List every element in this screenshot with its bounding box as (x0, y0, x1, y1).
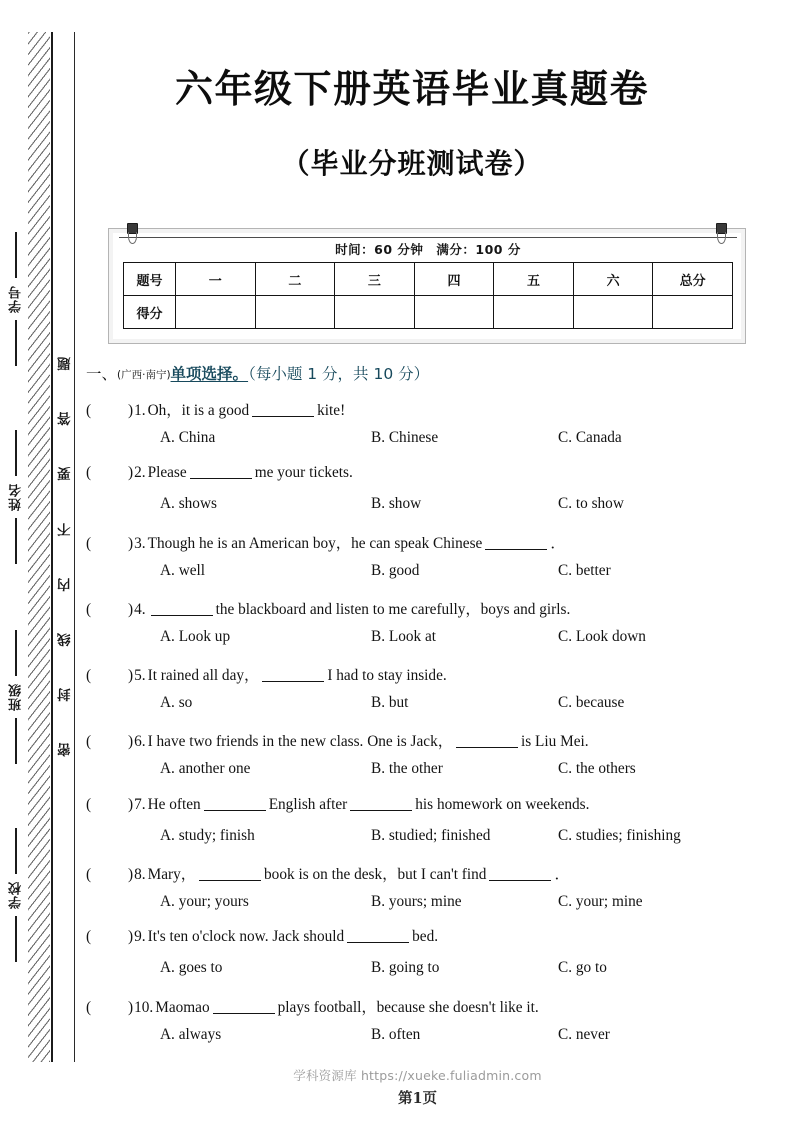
section-points: （每小题 1 分，共 10 分） (248, 365, 430, 383)
option-c[interactable]: C. because (558, 694, 625, 712)
answer-bracket-open[interactable]: ( (86, 667, 92, 685)
field-rule (15, 320, 16, 366)
option-c[interactable]: C. to show (558, 495, 624, 513)
option-row (86, 694, 793, 718)
exam-meta-info: 时间：60 分钟 满分：100 分 (335, 242, 521, 257)
option-b[interactable]: B. often (371, 1025, 421, 1043)
seal-char: 密 (57, 740, 71, 757)
stem-text-after: me your tickets. (254, 464, 353, 482)
option-row (86, 562, 793, 586)
score-box-topline (119, 237, 737, 238)
answer-blank[interactable] (485, 549, 547, 550)
question-number: 3. (134, 534, 146, 552)
seal-char: 不 (57, 520, 71, 537)
score-row-header: 得分 (124, 296, 176, 329)
student-field-class[interactable] (2, 630, 30, 764)
option-b[interactable]: B. Chinese (371, 429, 439, 446)
stem-text-before: Maomao (155, 998, 210, 1016)
sealing-line-sidebar (0, 0, 80, 1121)
score-col-header: 三 (335, 263, 415, 296)
option-a[interactable]: A. well (160, 561, 206, 579)
option-c[interactable]: C. Look down (558, 627, 646, 645)
option-c[interactable]: C. never (558, 1025, 610, 1043)
score-col-header: 六 (573, 263, 653, 296)
field-rule (15, 518, 16, 564)
table-row (124, 296, 733, 329)
question-stem (86, 995, 539, 1017)
field-rule (15, 828, 16, 874)
option-a[interactable]: A. goes to (160, 959, 223, 977)
option-b[interactable]: B. show (371, 495, 422, 513)
stem-text-mid: book is on the desk，but I can't find (264, 866, 487, 884)
option-b[interactable]: B. Look at (371, 627, 437, 645)
hatch-pattern (28, 32, 50, 1062)
stem-text-after: kite! (317, 402, 346, 419)
section-source: (广西·南宁) (117, 369, 171, 381)
question-item (86, 796, 793, 862)
score-col-header: 一 (176, 263, 256, 296)
page-number: 第1页 (397, 1090, 438, 1107)
stem-text-before: He often (147, 795, 201, 813)
section-number: 一、 (86, 365, 118, 383)
field-rule (15, 630, 16, 676)
page-subtitle: （毕业分班测试卷） (281, 147, 543, 180)
option-c[interactable]: C. the others (558, 760, 636, 778)
stem-text-before: Please (147, 464, 187, 482)
option-c[interactable]: C. studies; finishing (558, 826, 681, 844)
question-item (86, 995, 793, 1061)
stem-text-after: is Liu Mei. (521, 733, 589, 751)
option-c[interactable]: C. your; mine (558, 893, 643, 911)
question-number: 4. (134, 600, 146, 618)
question-stem (86, 862, 570, 884)
score-cell[interactable] (255, 296, 335, 329)
option-b[interactable]: B. good (371, 561, 420, 579)
question-stem (86, 729, 589, 751)
seal-char: 要 (57, 464, 71, 481)
option-a[interactable]: A. always (160, 1025, 222, 1043)
score-col-header: 二 (255, 263, 335, 296)
question-number: 5. (134, 667, 146, 685)
paper-content (86, 0, 793, 1121)
answer-bracket-close: ) (128, 402, 134, 419)
student-field-label: 班级 (8, 683, 24, 711)
option-c[interactable]: C. Canada (558, 429, 622, 446)
question-number: 6. (134, 733, 146, 751)
answer-blank[interactable] (204, 810, 266, 811)
watermark-text: 学科资源库 https://xueke.fuliadmin.com (293, 1068, 542, 1083)
student-field-school[interactable] (2, 828, 30, 962)
answer-bracket-close: ) (128, 795, 134, 813)
option-a[interactable]: A. China (160, 429, 216, 446)
score-box (108, 228, 746, 344)
paper-clip-icon (716, 223, 727, 245)
stem-text-before: It's ten o'clock now. Jack should (147, 928, 345, 946)
table-row (124, 263, 733, 296)
score-col-header: 总分 (653, 263, 733, 296)
seal-char: 内 (57, 575, 71, 592)
stem-text-before: Though he is an American boy，he can speak Chinese (147, 534, 483, 552)
question-stem (86, 464, 353, 482)
answer-bracket-open[interactable]: ( (86, 866, 92, 884)
question-item (86, 729, 793, 795)
student-field-label: 学号 (8, 285, 24, 313)
question-item (86, 928, 793, 994)
option-a[interactable]: A. study; finish (160, 826, 255, 844)
answer-bracket-close: ) (128, 534, 134, 552)
option-a[interactable]: A. Look up (160, 627, 231, 645)
seal-char: 线 (57, 630, 71, 647)
question-item (86, 663, 793, 729)
answer-bracket-open[interactable]: ( (86, 928, 92, 946)
stem-text-before: It rained all day， (147, 667, 260, 685)
student-field-id[interactable] (2, 232, 30, 366)
option-row (86, 628, 793, 652)
answer-bracket-open[interactable]: ( (86, 600, 92, 618)
question-item (86, 464, 793, 530)
score-col-header: 四 (414, 263, 494, 296)
option-row (86, 760, 793, 784)
student-field-name[interactable] (2, 430, 30, 564)
score-cell[interactable] (653, 296, 733, 329)
answer-bracket-close: ) (128, 998, 134, 1016)
stem-text-after: the blackboard and listen to me carefully，boys and girls. (215, 600, 571, 618)
field-rule (15, 232, 16, 278)
question-stem (86, 796, 589, 814)
stem-text-before: Oh，it is a good (147, 402, 250, 419)
option-b[interactable]: B. studied; finished (371, 826, 491, 844)
score-cell[interactable] (414, 296, 494, 329)
stem-text-after: ． (554, 866, 570, 884)
option-a[interactable]: A. your; yours (160, 893, 249, 911)
score-cell[interactable] (335, 296, 415, 329)
answer-bracket-open[interactable]: ( (86, 402, 92, 419)
answer-bracket-close: ) (128, 667, 134, 685)
question-stem (86, 398, 345, 420)
student-field-label: 姓名 (8, 483, 24, 511)
section-heading (86, 362, 429, 384)
question-number: 8. (134, 866, 146, 884)
stem-text-after: I had to stay inside. (327, 667, 447, 685)
section-name: 单项选择。 (170, 365, 249, 383)
stem-text-before: I have two friends in the new class. One is Jack， (147, 733, 454, 751)
answer-blank[interactable] (456, 747, 518, 748)
stem-text-after: ． (550, 534, 566, 552)
student-field-label: 学校 (8, 881, 24, 909)
sealing-line-text (53, 355, 75, 755)
question-item (86, 597, 793, 663)
answer-bracket-open[interactable]: ( (86, 464, 92, 482)
question-item (86, 531, 793, 597)
answer-blank[interactable] (347, 942, 409, 943)
answer-blank[interactable] (213, 1013, 275, 1014)
answer-bracket-close: ) (128, 928, 134, 946)
stem-text-after: plays football，because she doesn't like it. (277, 998, 539, 1016)
answer-bracket-close: ) (128, 733, 134, 751)
answer-blank[interactable] (252, 416, 314, 417)
score-cell[interactable] (494, 296, 574, 329)
option-b[interactable]: B. going to (371, 959, 440, 977)
answer-blank[interactable] (262, 681, 324, 682)
option-row (86, 893, 793, 917)
seal-char: 封 (57, 685, 71, 702)
option-row (86, 827, 793, 851)
seal-char: 题 (57, 354, 71, 371)
stem-text-after: bed. (412, 928, 439, 946)
option-a[interactable]: A. so (160, 694, 193, 712)
question-list (86, 398, 793, 1061)
answer-blank[interactable] (350, 810, 412, 811)
answer-bracket-close: ) (128, 464, 134, 482)
field-rule (15, 430, 16, 476)
stem-text-before: Mary， (147, 866, 197, 884)
question-number: 9. (134, 928, 146, 946)
option-c[interactable]: C. go to (558, 959, 607, 977)
score-table (123, 262, 733, 329)
score-cell[interactable] (573, 296, 653, 329)
answer-blank[interactable] (190, 478, 252, 479)
question-stem (86, 928, 438, 946)
question-number: 2. (134, 464, 146, 482)
option-b[interactable]: B. the other (371, 760, 443, 778)
answer-bracket-close: ) (128, 600, 134, 618)
field-rule (15, 916, 16, 962)
page-title: 六年级下册英语毕业真题卷 (174, 66, 649, 111)
answer-bracket-open[interactable]: ( (86, 733, 92, 751)
option-a[interactable]: A. another one (160, 760, 251, 778)
question-item (86, 862, 793, 928)
score-cell[interactable] (176, 296, 256, 329)
question-stem (86, 663, 447, 685)
option-a[interactable]: A. shows (160, 495, 217, 513)
stem-text-after: his homework on weekends. (415, 795, 590, 813)
answer-blank[interactable] (151, 615, 213, 616)
question-number: 7. (134, 795, 146, 813)
score-col-header: 五 (494, 263, 574, 296)
paper-clip-icon (127, 223, 138, 245)
answer-blank[interactable] (199, 880, 261, 881)
option-row (86, 1026, 793, 1050)
option-c[interactable]: C. better (558, 561, 611, 579)
answer-bracket-open[interactable]: ( (86, 795, 92, 813)
question-stem (86, 531, 566, 553)
field-rule (15, 718, 16, 764)
answer-bracket-close: ) (128, 866, 134, 884)
question-number: 10. (134, 998, 154, 1016)
option-row (86, 959, 793, 983)
option-b[interactable]: B. yours; mine (371, 893, 462, 911)
stem-text-mid: English after (268, 795, 348, 813)
question-number: 1. (134, 402, 146, 419)
option-row (86, 429, 793, 453)
option-b[interactable]: B. but (371, 694, 409, 712)
answer-bracket-open[interactable]: ( (86, 998, 92, 1016)
answer-bracket-open[interactable]: ( (86, 534, 92, 552)
option-row (86, 495, 793, 519)
answer-blank[interactable] (489, 880, 551, 881)
question-item (86, 398, 793, 464)
question-stem (86, 597, 570, 619)
score-row-header: 题号 (124, 263, 176, 296)
seal-char: 答 (57, 409, 71, 426)
